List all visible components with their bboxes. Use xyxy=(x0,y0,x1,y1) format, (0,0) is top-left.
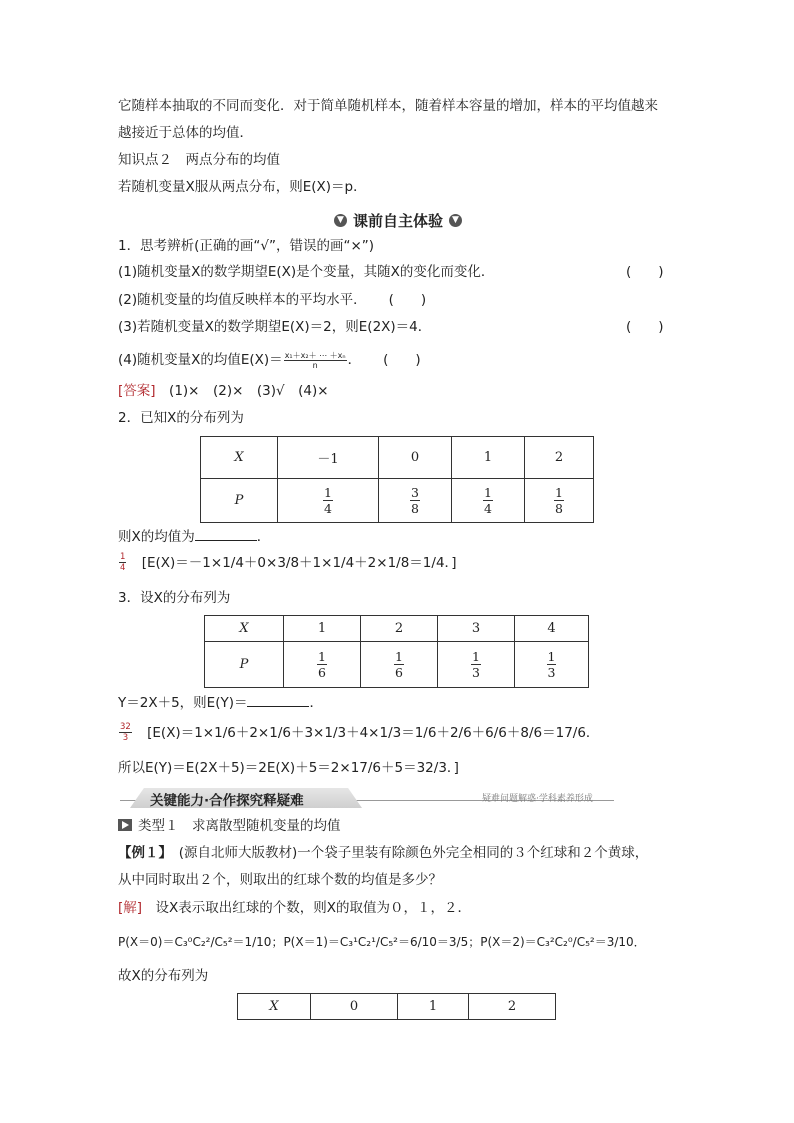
q3-solution-1: $\frac{32}{3}$ [E(X)＝1×1/6＋2×1/6＋3×1/3＋4×1/3＝1/6＋2/6＋6/6＋8/6＝17/6． xyxy=(120,722,600,743)
section-banner-preclass xyxy=(328,208,468,232)
chevron-down-icon: ▼ xyxy=(334,214,347,227)
example1-line-2: 从中同时取出２个，则取出的红球个数的均值是多少？ xyxy=(118,872,442,888)
intro-line-1: 它随样本抽取的不同而变化．对于简单随机样本，随着样本容量的增加，样本的平均值越来 xyxy=(118,98,658,114)
q1-item-3: (3)若随机变量X的数学期望E(X)＝2，则E(2X)＝4． xyxy=(118,319,432,335)
example1-dist-title: 故X的分布列为 xyxy=(118,968,209,984)
knowledge-point-2-body: 若随机变量X服从两点分布，则E(X)＝p． xyxy=(118,179,367,195)
q3-title: 3．设X的分布列为 xyxy=(118,590,231,606)
example1-probabilities: P(X＝0)＝C₃⁰C₂²/C₅²＝1/10；P(X＝1)＝C₃¹C₂¹/C₅²＝6/10＝3/5；P(X＝2)＝C₃²C₂⁰/C₅²＝3/10． xyxy=(118,935,646,949)
banner-title: 课前自主体验 xyxy=(352,211,443,230)
q1-item-3-paren: ( ) xyxy=(626,319,664,335)
q1-item-1: (1)随机变量X的数学期望E(X)是个变量，其随X的变化而变化． xyxy=(118,264,495,280)
q3-distribution-table: X 1 2 3 4 P $\frac{1}{6}$ $\frac{1}{6}$ $\frac{1}{3}$ $\frac{1}{3}$ xyxy=(204,615,589,688)
section-subtitle: 疑难问题解惑·学科素养形成 xyxy=(482,794,593,804)
q1-title: 1．思考辨析(正确的画“√”，错误的画“×”) xyxy=(118,238,375,254)
example1-line-1: 【例１】 (源自北师大版教材)一个袋子里装有除颜色外完全相同的３个红球和２个黄球， xyxy=(118,845,649,861)
q2-title: 2．已知X的分布列为 xyxy=(118,410,244,426)
chevron-down-icon: ▼ xyxy=(449,214,462,227)
example1-solution: [解] 设X表示取出红球的个数，则X的取值为０，１，２． xyxy=(118,900,472,916)
section-header xyxy=(120,788,614,808)
q1-answer: [答案] (1)× (2)× (3)√ (4)× xyxy=(118,383,329,399)
q2-distribution-table: X －1 0 1 2 P $\frac{1}{4}$ $\frac{3}{8}$ $\frac{1}{4}$ $\frac{1}{8}$ xyxy=(200,436,594,523)
section-title: 关键能力·合作探究释疑难 xyxy=(150,793,304,809)
q1-item-1-paren: ( ) xyxy=(626,264,664,280)
q2-question: 则X的均值为 ． xyxy=(118,526,270,547)
example1-distribution-table: X 0 1 2 xyxy=(237,993,556,1020)
play-icon xyxy=(118,819,132,831)
q3-solution-2: 所以E(Y)＝E(2X＋5)＝2E(X)＋5＝2×17/6＋5＝32/3．] xyxy=(118,760,459,776)
q3-question: Y＝2X＋5，则E(Y)＝ ． xyxy=(118,692,323,713)
intro-line-2: 越接近于总体的均值． xyxy=(118,125,253,141)
q1-item-2: (2)随机变量的均值反映样本的平均水平． ( ) xyxy=(118,292,427,308)
q2-solution: $\frac{1}{4}$ [E(X)＝－1×1/4＋0×3/8＋1×1/4＋2×1/8＝1/4．] xyxy=(120,552,457,573)
knowledge-point-2-title: 知识点２ 两点分布的均值 xyxy=(118,152,280,168)
type1-title: 类型１ 求离散型随机变量的均值 xyxy=(118,816,341,836)
q1-item-4: (4)随机变量X的均值E(X)＝ $\frac{\text{x₁＋x₂＋ ⋯ ＋xₙ}}{n}$ ． ( ) xyxy=(118,350,421,370)
